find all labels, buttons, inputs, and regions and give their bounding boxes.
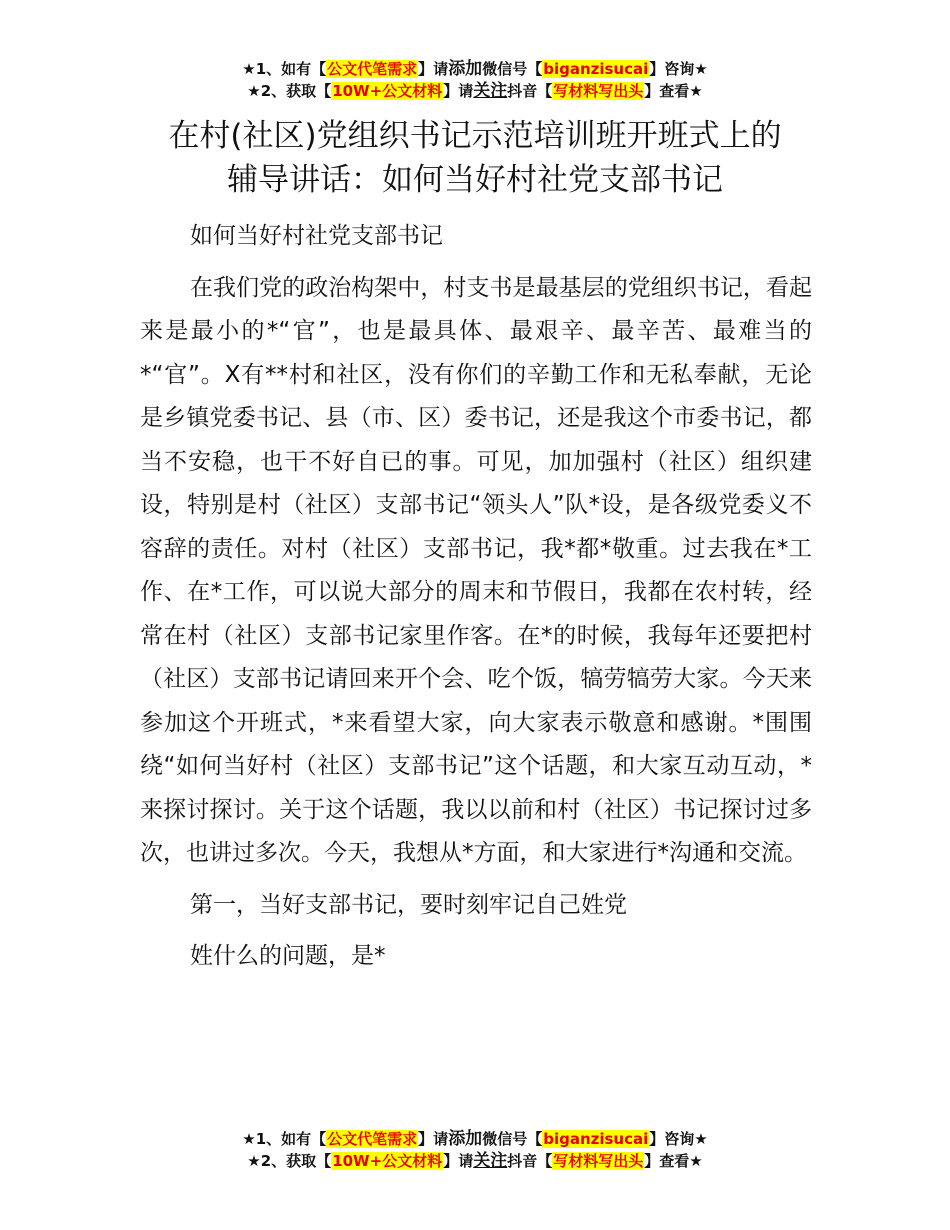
banner-text: 】咨询★ [649, 60, 708, 78]
body-paragraph: 在我们党的政治构架中，村支书是最基层的党组织书记，看起来是最小的*“官”，也是最具体、最艰辛、最辛苦、最难当的*“官”。X有**村和社区，没有你们的辛勤工作和无私奉献，无论是乡镇党委书记、县（市、区）委书记，还是我这个市委书记，都当不安稳，也干不好自已的事。可见，加加强村（社区）组织建设，特别是村（社区）支部书记“领头人”队*设，是各级党委义不容辞的责任。对村（社区）支部书记，我*都*敬重。过去我在*工作、在*工作，可以说大部分的周末和节假日，我都在农村转，经常在村（社区）支部书记家里作客。在*的时候，我每年还要把村（社区）支部书记请回来开个会、吃个饭，犒劳犒劳大家。今天来参加这个开班式，*来看望大家，向大家表示敬意和感谢。*围围绕“如何当好村（社区）支部书记”这个话题，和大家互动互动，*来探讨探讨。关于这个话题，我以以前和村（社区）书记探讨过多次，也讲过多次。今天，我想从*方面，和大家进行*沟通和交流。 [140, 274, 812, 866]
banner-highlight: biganzisucai [543, 60, 649, 78]
banner-text: ★1、如有【 [242, 60, 327, 78]
footer-banner [0, 1128, 950, 1172]
header-banner [0, 58, 950, 102]
banner-text: 】咨询★ [649, 1130, 708, 1148]
banner-emphasis: 关注 [473, 1151, 508, 1171]
banner-emphasis: 添加 [448, 59, 483, 79]
banner-text: 】查看★ [644, 82, 703, 100]
banner-highlight: 写材料写出头 [553, 1152, 644, 1170]
banner-highlight: 10W+公文材料 [332, 82, 443, 100]
body-paragraph: 姓什么的问题，是* [190, 943, 386, 969]
banner-text: ★1、如有【 [242, 1130, 327, 1148]
banner-highlight: 公文代笔需求 [327, 1130, 418, 1148]
banner-text: 】请 [418, 60, 449, 78]
banner-text: ★2、获取【 [247, 1152, 332, 1170]
banner-line-2 [0, 1150, 950, 1172]
banner-text: 微信号【 [482, 60, 543, 78]
banner-highlight: 写材料写出头 [553, 82, 644, 100]
banner-highlight: 公文代笔需求 [327, 60, 418, 78]
section-heading: 第一，当好支部书记，要时刻牢记自己姓党 [190, 891, 627, 918]
banner-text: 】请 [443, 1152, 474, 1170]
banner-text: ★2、获取【 [247, 82, 332, 100]
banner-highlight: biganzisucai [543, 1130, 649, 1148]
banner-line-2 [0, 80, 950, 102]
banner-text: 抖音【 [507, 82, 553, 100]
banner-line-1 [0, 1128, 950, 1150]
banner-text: 微信号【 [482, 1130, 543, 1148]
title-line-2: 辅导讲话：如何当好村社党支部书记 [227, 162, 723, 198]
banner-emphasis: 关注 [473, 81, 508, 101]
banner-text: 抖音【 [507, 1152, 553, 1170]
banner-text: 】查看★ [644, 1152, 703, 1170]
banner-text: 】请 [418, 1130, 449, 1148]
banner-line-1 [0, 58, 950, 80]
title-line-1: 在村(社区)党组织书记示范培训班开班式上的 [168, 118, 782, 154]
banner-text: 】请 [443, 82, 474, 100]
document-title [120, 114, 830, 202]
banner-highlight: 10W+公文材料 [332, 1152, 443, 1170]
banner-emphasis: 添加 [448, 1129, 483, 1149]
document-body [140, 215, 812, 987]
section-heading: 如何当好村社党支部书记 [190, 223, 443, 249]
